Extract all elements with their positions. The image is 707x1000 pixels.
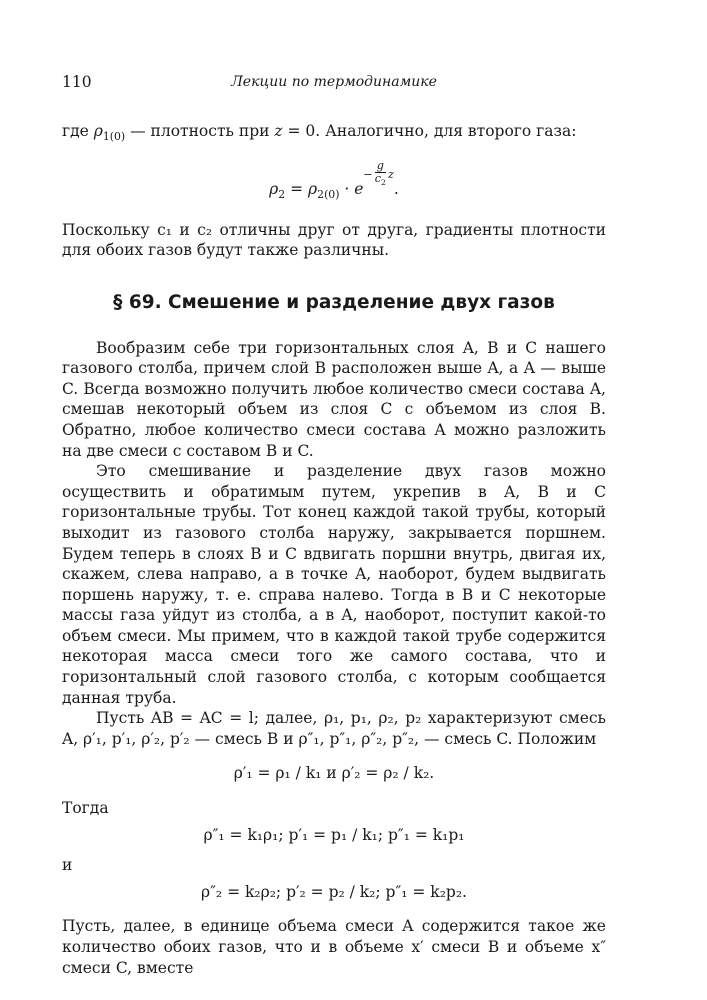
paragraph-definitions: Пусть AB = AC = l; далее, ρ₁, p₁, ρ₂, p₂ характеризуют смесь A, ρ′₁, p′₁, ρ′₂, p′₂ — смесь B и ρ″₁, p″₁, ρ″₂, p″₂, — смесь C. Положим [62, 709, 606, 748]
page-number: 110 [62, 73, 92, 91]
then-word: Тогда [62, 799, 109, 818]
paragraph-mixing: Это смешивание и разделение двух газов можно осуществить и обратимым путем, укрепив в A, B и C горизонтальные трубы. Тот конец каждой такой трубы, который выходит из газового столба наружу, закрывается поршнем. Будем теперь в слоях B и C вдвигать поршни внутрь, двигая их, скажем, слева направо, а в точке A, наоборот, будем выдвигать поршень наружу, т. е. справа налево. Тогда в B и C некоторые массы газа уйдут из столба, а в A, наоборот, поступит какой-то объем смеси. Мы примем, что в каждой такой трубе содержится некоторая масса смеси того же самого состава, что и горизонтальный слой газового столба, с которым сообщается данная труба. [62, 462, 606, 707]
paragraph-volume: Пусть, далее, в единице объема смеси A содержится такое же количество обоих газов, что и в объеме x′ смеси B и объеме x″ смеси C, вместе [62, 917, 606, 977]
page-header [62, 72, 606, 92]
equation-1: ρ′₁ = ρ₁ / k₁ и ρ′₂ = ρ₂ / k₂. [233, 764, 435, 783]
gradient-paragraph: Поскольку c₁ и c₂ отличны друг от друга, градиенты плотности для обоих газов будут также различны. [62, 220, 606, 260]
page [62, 72, 606, 978]
section-title: § 69. Смешение и разделение двух газов [113, 291, 555, 313]
and-word: и [62, 856, 73, 875]
running-title: Лекции по термодинамике [231, 74, 437, 90]
equation-2: ρ″₁ = k₁ρ₁; p′₁ = p₁ / k₁; p″₁ = k₁p₁ [203, 825, 465, 844]
equation-3: ρ″₂ = k₂ρ₂; p′₂ = p₂ / k₂; p″₁ = k₂p₂. [201, 882, 467, 901]
paragraph-layers: Вообразим себе три горизонтальных слоя A, B и C нашего газового столба, причем слой B расположен выше A, а A — выше C. Всегда возможно получить любое количество смеси состава A, смешав некоторый объем из слоя C с объемом из слоя B. Обратно, любое количество смеси состава A можно разложить на две смеси с составом B и C. [62, 338, 606, 460]
formula-rho2: $\rho_2 = \rho_{2(0)} \cdot e-$ $\frac{g}{c_2}$ z. [269, 159, 399, 201]
intro-line: где $\rho_{1(0)}$ — плотность при z = 0. Аналогично, для второго газа: [62, 122, 577, 144]
